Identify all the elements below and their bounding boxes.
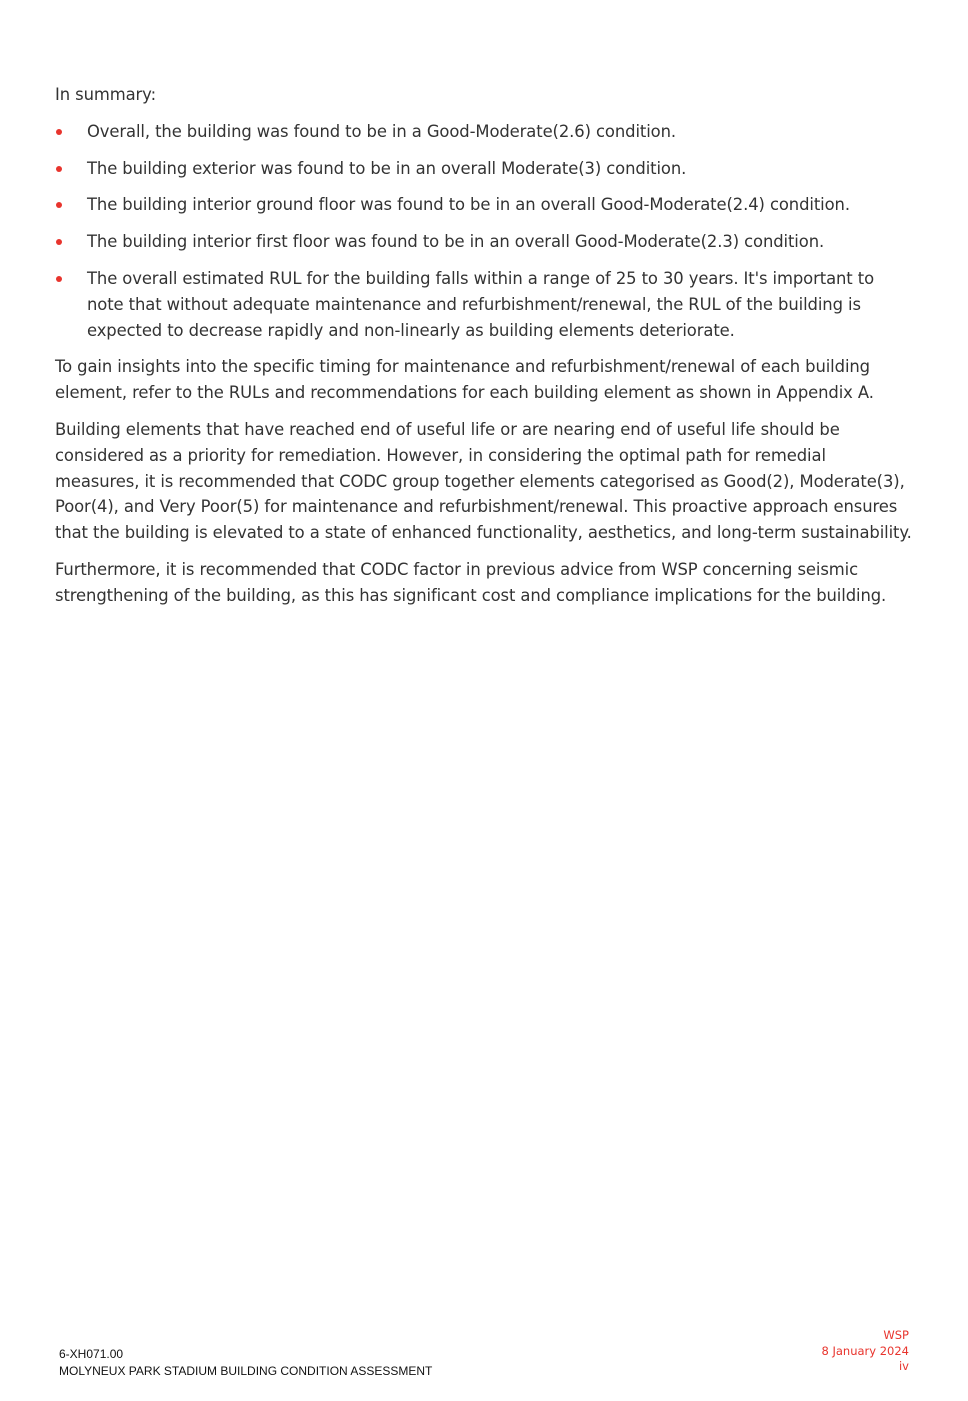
page-number: iv <box>898 1359 909 1373</box>
summary-item <box>55 192 915 218</box>
footer-project-info <box>59 1346 432 1380</box>
summary-item-text: The building exterior was found to be in an overall Moderate(3) condition. <box>87 158 687 178</box>
paragraph-insights: To gain insights into the specific timing for maintenance and refurbishment/renewal of each building element, refer to the RULs and recommendations for each building element as shown in Appendix A. <box>55 357 874 403</box>
summary-list <box>55 119 915 344</box>
bullet-icon <box>56 276 62 282</box>
project-title: MOLYNEUX PARK STADIUM BUILDING CONDITION ASSESSMENT <box>59 1364 433 1378</box>
project-number: 6-XH071.00 <box>59 1347 124 1361</box>
company-name: WSP <box>883 1328 909 1342</box>
bullet-icon <box>56 202 62 208</box>
summary-item <box>55 119 915 145</box>
bullet-icon <box>56 239 62 245</box>
paragraph-priority: Building elements that have reached end of useful life or are nearing end of useful life should be considered as a priority for remediation. However, in considering the optimal path for remedial measures, it is recommended that CODC group together elements categorised as Good(2), Moderate(3), Poor(4), and Very Poor(5) for maintenance and refurbishment/renewal. This proactive approach ensures that the building is elevated to a state of enhanced functionality, aesthetics, and long-term sustainability. <box>55 419 912 543</box>
paragraph-seismic: Furthermore, it is recommended that CODC factor in previous advice from WSP concerning seismic strengthening of the building, as this has significant cost and compliance implications for the building. <box>55 559 887 605</box>
summary-item-text: The building interior first floor was found to be in an overall Good-Moderate(2.3) condition. <box>87 232 825 252</box>
summary-item-text: The building interior ground floor was found to be in an overall Good-Moderate(2.4) condition. <box>87 195 850 215</box>
summary-item <box>55 229 915 255</box>
summary-item-text: Overall, the building was found to be in a Good-Moderate(2.6) condition. <box>87 121 677 141</box>
summary-intro: In summary: <box>55 85 157 104</box>
bullet-icon <box>56 166 62 172</box>
summary-item <box>55 156 915 182</box>
document-body <box>55 82 915 620</box>
footer-meta <box>822 1328 910 1375</box>
bullet-icon <box>56 129 62 135</box>
report-date: 8 January 2024 <box>821 1343 909 1358</box>
summary-item-text: The overall estimated RUL for the building falls within a range of 25 to 30 years. It's important to note that without adequate maintenance and refurbishment/renewal, the RUL of the building is expected to decrease rapidly and non-linearly as building elements deteriorate. <box>87 268 875 340</box>
summary-item <box>55 266 915 343</box>
